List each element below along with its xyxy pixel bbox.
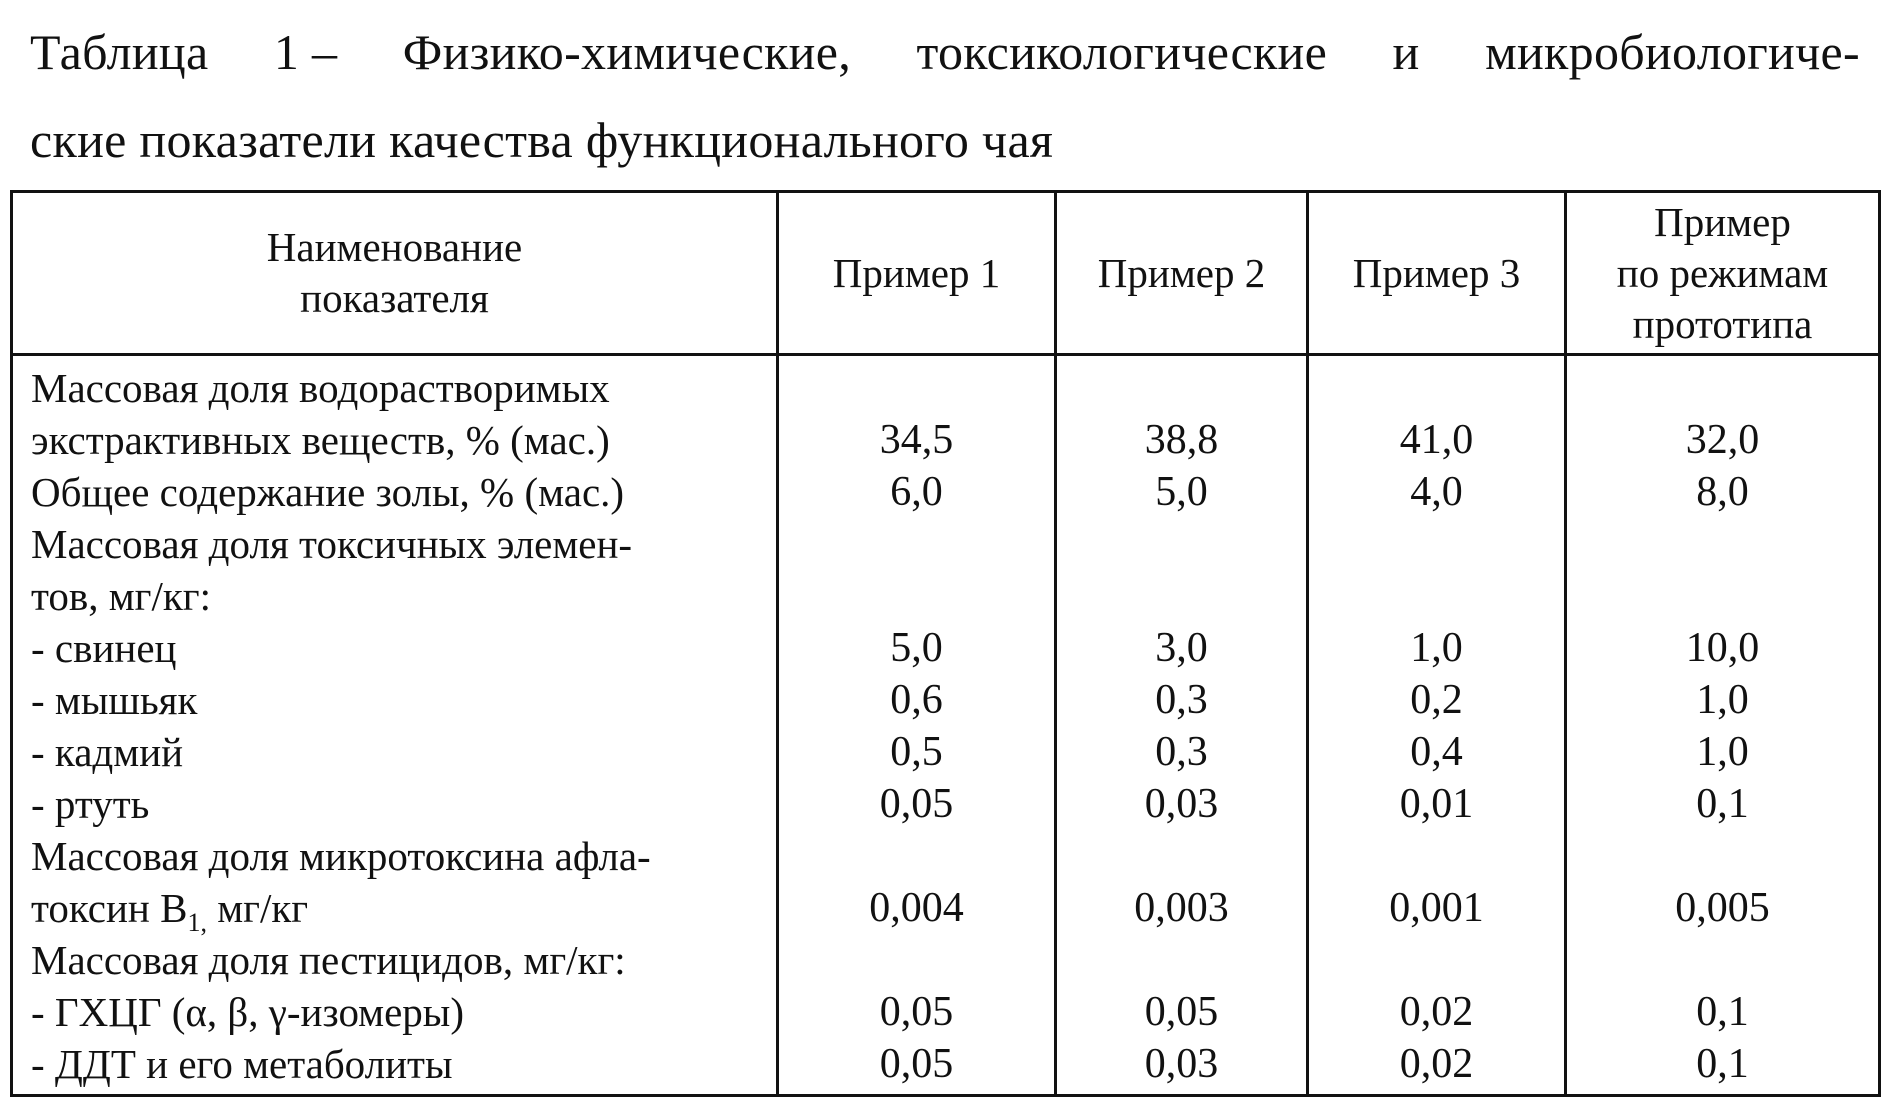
- table-row: [12, 934, 1880, 986]
- header-prototype-example: Пример по режимам прототипа: [1566, 192, 1880, 355]
- cell-value: 0,02: [1308, 1038, 1566, 1096]
- row-label: - ртуть: [12, 778, 778, 830]
- caption-word: токсикологические: [916, 24, 1328, 80]
- table-row: [12, 830, 1880, 934]
- table-row: [12, 1038, 1880, 1096]
- cell-value: 0,05: [778, 778, 1056, 830]
- cell-value: 0,004: [778, 830, 1056, 934]
- cell-value: 0,05: [778, 986, 1056, 1038]
- cell-value: 34,5: [778, 355, 1056, 467]
- row-label: Общее содержание золы, % (мас.): [12, 466, 778, 518]
- table-row: [12, 355, 1880, 467]
- cell-value: 1,0: [1566, 674, 1880, 726]
- table-row: [12, 622, 1880, 674]
- row-label: - ГХЦГ (α, β, γ-изомеры): [12, 986, 778, 1038]
- cell-value: [778, 934, 1056, 986]
- cell-value: 0,4: [1308, 726, 1566, 778]
- cell-value: 3,0: [1056, 622, 1308, 674]
- row-label: - мышьяк: [12, 674, 778, 726]
- caption-word: микробиологиче-: [1485, 24, 1860, 80]
- cell-value: 0,5: [778, 726, 1056, 778]
- table-row: [12, 518, 1880, 622]
- cell-value: 1,0: [1308, 622, 1566, 674]
- table-header-row: [12, 192, 1880, 355]
- cell-value: 0,3: [1056, 726, 1308, 778]
- table-row: [12, 466, 1880, 518]
- cell-value: 6,0: [778, 466, 1056, 518]
- row-label: - кадмий: [12, 726, 778, 778]
- row-label: Массовая доля пестицидов, мг/кг:: [12, 934, 778, 986]
- cell-value: 0,03: [1056, 778, 1308, 830]
- table-row: [12, 778, 1880, 830]
- cell-value: 0,03: [1056, 1038, 1308, 1096]
- header-example-3: Пример 3: [1308, 192, 1566, 355]
- cell-value: [778, 518, 1056, 622]
- cell-value: 8,0: [1566, 466, 1880, 518]
- caption-line-1: [30, 8, 1860, 96]
- row-label: Массовая доля водорастворимых экстрактивных веществ, % (мас.): [12, 355, 778, 467]
- cell-value: 0,05: [1056, 986, 1308, 1038]
- header-example-1: Пример 1: [778, 192, 1056, 355]
- cell-value: [1566, 518, 1880, 622]
- row-label: Массовая доля токсичных элемен- тов, мг/кг:: [12, 518, 778, 622]
- caption-word: Таблица: [30, 24, 209, 80]
- table-caption: [30, 8, 1860, 184]
- cell-value: 10,0: [1566, 622, 1880, 674]
- cell-value: 0,1: [1566, 1038, 1880, 1096]
- cell-value: [1056, 518, 1308, 622]
- cell-value: [1056, 934, 1308, 986]
- header-indicator-name: Наименование показателя: [12, 192, 778, 355]
- cell-value: 4,0: [1308, 466, 1566, 518]
- cell-value: 0,001: [1308, 830, 1566, 934]
- row-label: Массовая доля микротоксина афла- токсин $B_{1,}$ мг/кг: [12, 830, 778, 934]
- cell-value: [1566, 934, 1880, 986]
- cell-value: [1308, 934, 1566, 986]
- cell-value: 0,1: [1566, 778, 1880, 830]
- caption-line-2: ские показатели качества функционального чая: [30, 112, 1054, 168]
- cell-value: 0,3: [1056, 674, 1308, 726]
- quality-indicators-table: [10, 190, 1881, 1097]
- cell-value: 32,0: [1566, 355, 1880, 467]
- cell-value: 0,05: [778, 1038, 1056, 1096]
- cell-value: 1,0: [1566, 726, 1880, 778]
- table-row: [12, 674, 1880, 726]
- row-label: - ДДТ и его метаболиты: [12, 1038, 778, 1096]
- table-row: [12, 986, 1880, 1038]
- caption-word: и: [1392, 24, 1420, 80]
- header-example-2: Пример 2: [1056, 192, 1308, 355]
- row-label: - свинец: [12, 622, 778, 674]
- cell-value: [1308, 518, 1566, 622]
- cell-value: 0,003: [1056, 830, 1308, 934]
- cell-value: 0,005: [1566, 830, 1880, 934]
- cell-value: 0,02: [1308, 986, 1566, 1038]
- cell-value: 41,0: [1308, 355, 1566, 467]
- caption-word: 1 –: [273, 24, 338, 80]
- cell-value: 5,0: [778, 622, 1056, 674]
- cell-value: 0,1: [1566, 986, 1880, 1038]
- cell-value: 0,6: [778, 674, 1056, 726]
- cell-value: 0,01: [1308, 778, 1566, 830]
- cell-value: 0,2: [1308, 674, 1566, 726]
- cell-value: 38,8: [1056, 355, 1308, 467]
- caption-word: Физико-химические,: [402, 24, 852, 80]
- table-row: [12, 726, 1880, 778]
- cell-value: 5,0: [1056, 466, 1308, 518]
